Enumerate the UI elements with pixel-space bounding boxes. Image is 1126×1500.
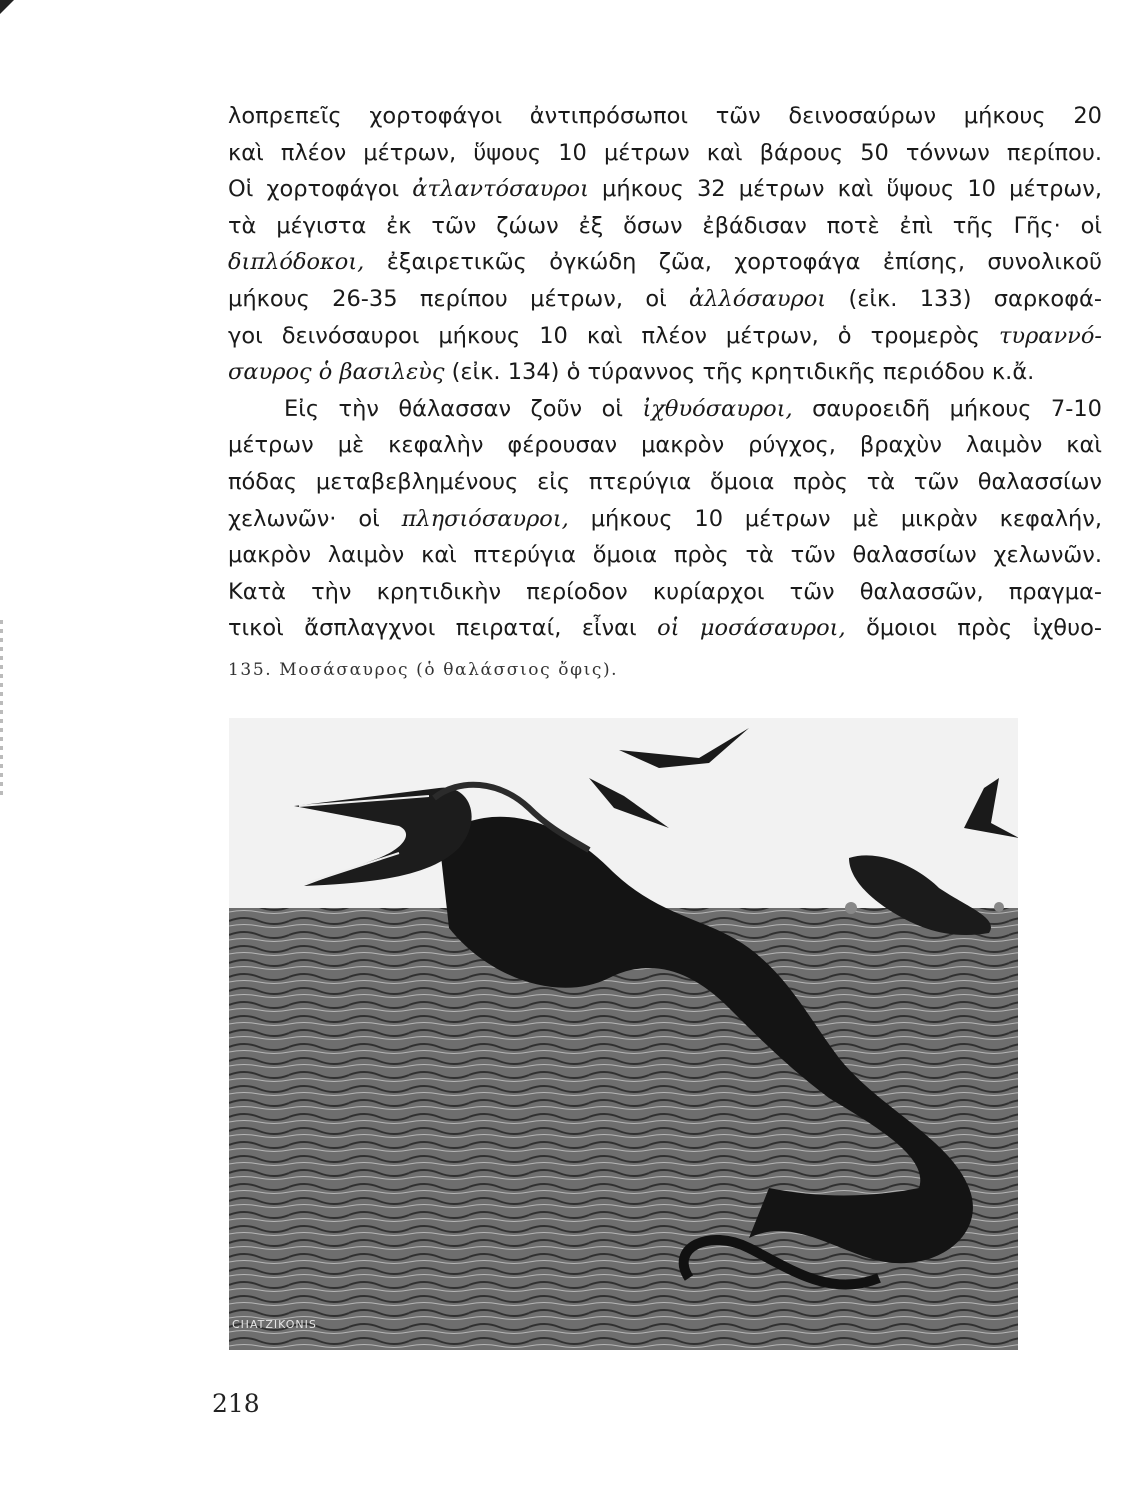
text-line bbox=[228, 354, 1102, 391]
text-run: μήκους 32 μέτρων καὶ ὕψους 10 μέτρων, bbox=[588, 176, 1102, 203]
species-name: πλησιόσαυροι, bbox=[401, 505, 569, 532]
text-line: λοπρεπεῖς χορτοφάγοι ἀντιπρόσωποι τῶν δεινοσαύρων μήκους 20 bbox=[228, 103, 1102, 129]
species-name: ἀτλαντόσαυροι bbox=[412, 176, 589, 203]
text-run: μήκους 10 μέτρων μὲ μικρὰν κεφαλήν, bbox=[568, 505, 1103, 532]
illustration-drawing bbox=[229, 718, 1018, 1350]
species-name: ἀλλόσαυροι bbox=[689, 285, 827, 312]
text-line: μέτρων μὲ κεφαλὴν φέρουσαν μακρὸν ρύγχος, βραχὺν λαιμὸν καὶ bbox=[228, 432, 1102, 459]
species-name: οἱ μοσάσαυροι, bbox=[657, 615, 846, 642]
species-name: σαυρος ὁ βασιλεὺς bbox=[228, 359, 445, 386]
text-line bbox=[228, 318, 1102, 355]
text-line: μακρὸν λαιμὸν καὶ πτερύγια ὅμοια πρὸς τὰ τῶν θαλασσίων χελωνῶν. bbox=[228, 542, 1102, 569]
text-line bbox=[228, 391, 1102, 428]
text-run: τικοὶ ἄσπλαγχνοι πειραταί, εἶναι bbox=[228, 615, 658, 642]
text-line bbox=[228, 244, 1102, 281]
page-corner-mark bbox=[0, 0, 14, 14]
text-line bbox=[228, 501, 1102, 538]
text-run: χελωνῶν· οἱ bbox=[228, 505, 402, 532]
text-line bbox=[228, 610, 1102, 647]
text-run: ὅμοιοι πρὸς ἰχθυο- bbox=[845, 615, 1102, 642]
species-name: διπλόδοκοι, bbox=[228, 249, 365, 276]
text-run: γοι δεινόσαυροι μήκους 10 καὶ πλέον μέτρων, ὁ τρομερὸς bbox=[228, 322, 999, 349]
species-name: ἰχθυόσαυροι, bbox=[642, 395, 793, 422]
text-run: (εἰκ. 134) ὁ τύραννος τῆς κρητιδικῆς περιόδου κ.ἄ. bbox=[444, 359, 1035, 386]
text-line: καὶ πλέον μέτρων, ὕψους 10 μέτρων καὶ βάρους 50 τόννων περίπου. bbox=[228, 139, 1102, 166]
text-run: (εἰκ. 133) σαρκοφά- bbox=[826, 285, 1102, 312]
text-run: Οἱ χορτοφάγοι bbox=[228, 176, 413, 203]
text-line bbox=[228, 171, 1102, 208]
binding-gutter bbox=[0, 620, 3, 800]
text-line bbox=[228, 281, 1102, 318]
artist-signature: CHATZIKONIS bbox=[232, 1318, 317, 1331]
text-line: τὰ μέγιστα ἐκ τῶν ζώων ἐξ ὅσων ἐβάδισαν ποτὲ ἐπὶ τῆς Γῆς· οἱ bbox=[228, 212, 1102, 239]
species-name: τυραννό- bbox=[998, 322, 1102, 349]
text-run: Εἰς τὴν θάλασσαν ζοῦν οἱ bbox=[284, 395, 643, 422]
page-number: 218 bbox=[212, 1389, 260, 1418]
body-text bbox=[228, 98, 1102, 647]
text-run: μήκους 26-35 περίπου μέτρων, οἱ bbox=[228, 285, 690, 312]
mosasaur-illustration bbox=[229, 718, 1018, 1350]
text-run: σαυροειδῆ μήκους 7-10 bbox=[792, 395, 1102, 422]
text-line: πόδας μεταβεβλημένους εἰς πτερύγια ὅμοια πρὸς τὰ τῶν θαλασσίων bbox=[228, 468, 1102, 495]
text-run: ἐξαιρετικῶς ὀγκώδη ζῶα, χορτοφάγα ἐπίσης, συνολικοῦ bbox=[364, 249, 1102, 276]
text-line: Κατὰ τὴν κρητιδικὴν περίοδον κυρίαρχοι τῶν θαλασσῶν, πραγμα- bbox=[228, 578, 1102, 605]
figure-caption: 135. Μοσάσαυρος (ὁ θαλάσσιος ὄφις). bbox=[228, 660, 619, 680]
